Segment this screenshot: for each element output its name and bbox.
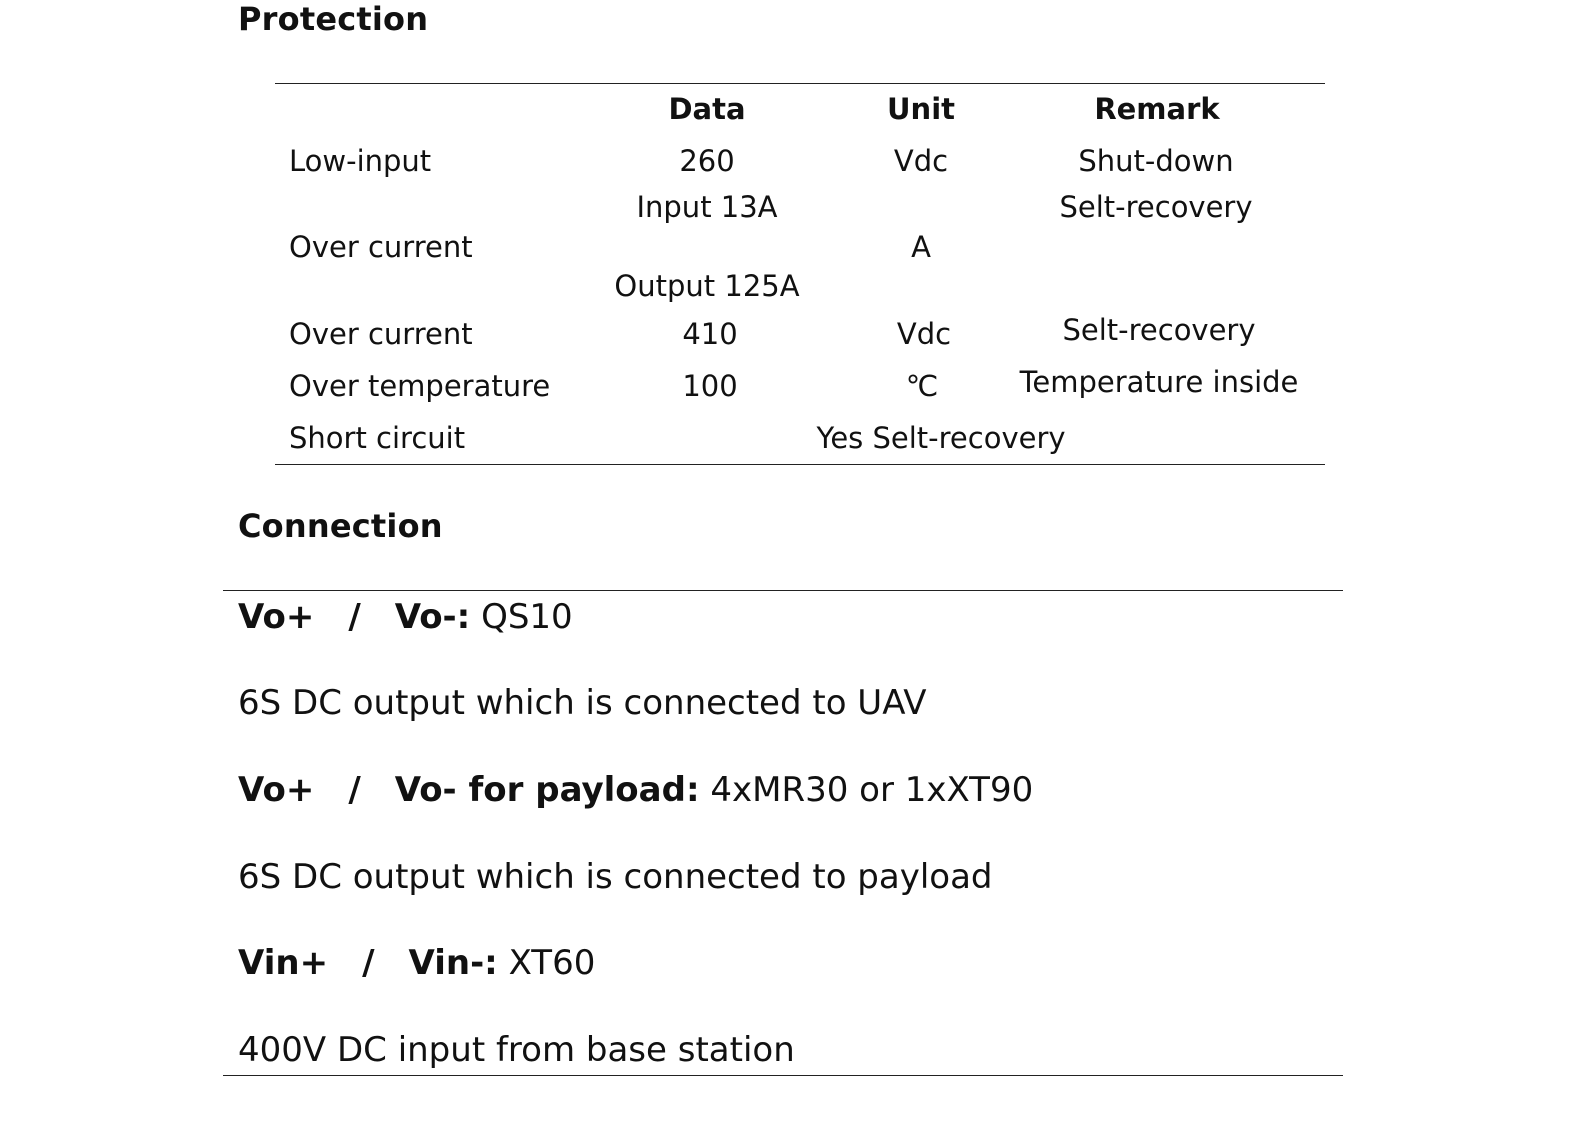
connector-separator: / — [348, 770, 361, 810]
row-remark: Temperature inside — [1019, 365, 1299, 399]
row-remark: Selt-recovery — [1059, 190, 1253, 224]
row-label: Over current — [289, 230, 473, 264]
row-remark: Shut-down — [1078, 144, 1234, 178]
row-label: Short circuit — [289, 421, 466, 455]
connector-separator: / — [362, 943, 375, 983]
column-header-data: Data — [668, 92, 746, 126]
row-label: Over current — [289, 317, 473, 351]
table-bottom-rule — [275, 464, 1325, 465]
connector-description: 6S DC output which is connected to UAV — [238, 683, 927, 723]
row-unit: Vdc — [896, 317, 952, 351]
connector-description: 6S DC output which is connected to payload — [238, 857, 993, 897]
connector-pos: Vo+ — [238, 770, 315, 810]
row-data-input: Input 13A — [636, 190, 778, 224]
row-data: 410 — [682, 317, 738, 351]
column-header-remark: Remark — [1094, 92, 1220, 126]
row-data: 260 — [679, 144, 735, 178]
row-label: Low-input — [289, 144, 432, 178]
table-top-rule — [275, 83, 1325, 84]
connection-heading: Connection — [238, 507, 443, 545]
row-remark: Selt-recovery — [1062, 313, 1256, 347]
row-data: 100 — [682, 369, 738, 403]
connection-bottom-rule — [223, 1075, 1343, 1076]
connection-top-rule — [223, 590, 1343, 591]
row-label: Over temperature — [289, 369, 551, 403]
connector-neg: Vin-: — [408, 943, 498, 983]
connector-line — [238, 770, 1034, 810]
connector-type: QS10 — [470, 597, 573, 637]
connector-line — [238, 943, 596, 983]
protection-heading: Protection — [238, 0, 429, 38]
row-unit: A — [911, 230, 931, 264]
row-merged-value: Yes Selt-recovery — [816, 421, 1066, 455]
connector-description: 400V DC input from base station — [238, 1030, 795, 1070]
row-unit: Vdc — [893, 144, 949, 178]
column-header-unit: Unit — [887, 92, 955, 126]
connector-neg: Vo-: — [394, 597, 471, 637]
connector-separator: / — [348, 597, 361, 637]
connector-type: 4xMR30 or 1xXT90 — [699, 770, 1034, 810]
connector-pos: Vin+ — [238, 943, 329, 983]
connector-pos: Vo+ — [238, 597, 315, 637]
connector-neg: Vo- for payload: — [394, 770, 700, 810]
connector-type: XT60 — [497, 943, 596, 983]
row-data-output: Output 125A — [614, 269, 800, 303]
row-unit: ℃ — [905, 369, 939, 403]
connector-line — [238, 597, 573, 637]
